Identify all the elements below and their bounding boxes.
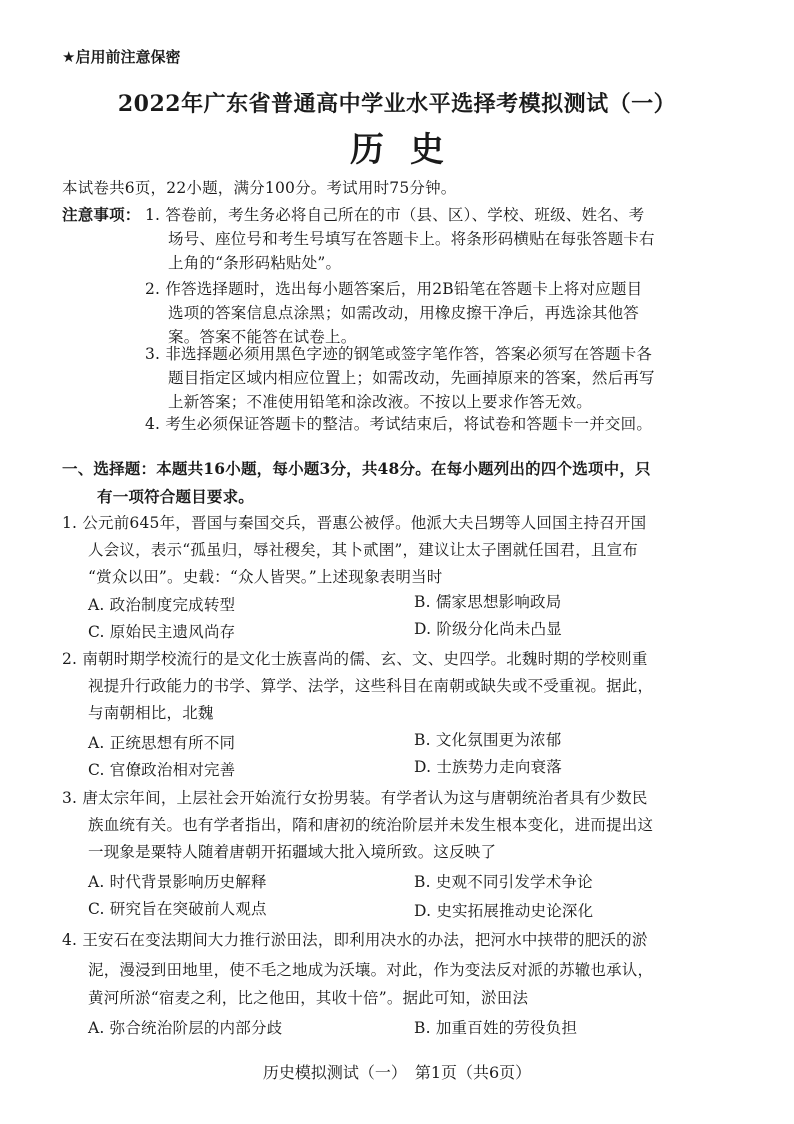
question-3-option-c[interactable]: C. 研究旨在突破前人观点 bbox=[88, 900, 267, 918]
question-4-option-b[interactable]: B. 加重百姓的劳役负担 bbox=[414, 1019, 578, 1037]
question-3-stem: 3. 唐太宗年间，上层社会开始流行女扮男装。有学者认为这与唐朝统治者具有少数民 bbox=[62, 789, 648, 807]
notice-line: 题目指定区域内相应位置上；如需改动，先画掉原来的答案，然后再写 bbox=[168, 369, 655, 387]
question-2-option-a[interactable]: A. 正统思想有所不同 bbox=[88, 734, 236, 752]
question-3-option-d[interactable]: D. 史实拓展推动史论深化 bbox=[414, 902, 594, 920]
question-4-stem: 黄河所淤“宿麦之利，比之他田，其收十倍”。据此可知，淤田法 bbox=[88, 989, 529, 1007]
question-3-option-b[interactable]: B. 史观不同引发学术争论 bbox=[414, 873, 593, 891]
notice-line: 案。答案不能答在试卷上。 bbox=[168, 328, 357, 346]
question-4-option-a[interactable]: A. 弥合统治阶层的内部分歧 bbox=[88, 1019, 283, 1037]
question-2-option-c[interactable]: C. 官僚政治相对完善 bbox=[88, 761, 236, 779]
section-heading: 一、选择题：本题共16小题，每小题3分，共48分。在每小题列出的四个选项中，只 bbox=[62, 459, 651, 478]
page-footer: 历史模拟测试（一） 第1页（共6页） bbox=[262, 1063, 532, 1082]
question-1-stem: 人会议，表示“孤虽归，辱社稷矣，其卜贰圉”，建议让太子圉就任国君，且宣布 bbox=[88, 541, 639, 559]
question-1-stem: 1. 公元前645年，晋国与秦国交兵，晋惠公被俘。他派大夫吕甥等人回国主持召开国 bbox=[62, 514, 647, 532]
notice-line: 上角的“条形码粘贴处”。 bbox=[168, 254, 342, 272]
question-1-option-c[interactable]: C. 原始民主遗风尚存 bbox=[88, 623, 236, 641]
question-4-stem: 4. 王安石在变法期间大力推行淤田法，即利用决水的办法，把河水中挟带的肥沃的淤 bbox=[62, 931, 648, 949]
notice-line: 1. 答卷前，考生务必将自己所在的市（县、区）、学校、班级、姓名、考 bbox=[145, 206, 645, 224]
question-1-stem: “赏众以田”。史载：“众人皆哭。”上述现象表明当时 bbox=[88, 568, 443, 586]
subject-title: 历史 bbox=[350, 130, 470, 170]
question-1-option-b[interactable]: B. 儒家思想影响政局 bbox=[414, 593, 562, 611]
question-2-stem: 2. 南朝时期学校流行的是文化士族喜尚的儒、玄、文、史四学。北魏时期的学校则重 bbox=[62, 650, 648, 668]
notice-line: 上新答案；不准使用铅笔和涂改液。不按以上要求作答无效。 bbox=[168, 393, 592, 411]
confidential-mark: ★启用前注意保密 bbox=[62, 48, 181, 66]
question-2-option-b[interactable]: B. 文化氛围更为浓郁 bbox=[414, 731, 562, 749]
question-2-stem: 视提升行政能力的书学、算学、法学，这些科目在南朝或缺失或不受重视。据此， bbox=[88, 677, 654, 695]
question-3-stem: 一现象是粟特人随着唐朝开拓疆域大批入境所致。这反映了 bbox=[88, 843, 497, 861]
notice-label: 注意事项： bbox=[62, 205, 141, 224]
notice-line: 3. 非选择题必须用黑色字迹的钢笔或签字笔作答，答案必须写在答题卡各 bbox=[145, 345, 653, 363]
section-heading: 有一项符合题目要求。 bbox=[97, 487, 255, 506]
question-1-option-d[interactable]: D. 阶级分化尚未凸显 bbox=[414, 620, 562, 638]
notice-line: 4. 考生必须保证答题卡的整洁。考试结束后，将试卷和答题卡一并交回。 bbox=[145, 415, 653, 433]
exam-title: 2022年广东省普通高中学业水平选择考模拟测试（一） bbox=[117, 91, 677, 117]
question-3-option-a[interactable]: A. 时代背景影响历史解释 bbox=[88, 873, 267, 891]
question-2-stem: 与南朝相比，北魏 bbox=[88, 704, 214, 722]
question-3-stem: 族血统有关。也有学者指出，隋和唐初的统治阶层并未发生根本变化，进而提出这 bbox=[88, 816, 654, 834]
notice-line: 选项的答案信息点涂黑；如需改动，用橡皮擦干净后，再选涂其他答 bbox=[168, 304, 640, 322]
question-1-option-a[interactable]: A. 政治制度完成转型 bbox=[88, 596, 236, 614]
intro-text: 本试卷共6页，22小题，满分100分。考试用时75分钟。 bbox=[62, 179, 457, 197]
notice-line: 2. 作答选择题时，选出每小题答案后，用2B铅笔在答题卡上将对应题目 bbox=[145, 280, 643, 298]
question-2-option-d[interactable]: D. 士族势力走向衰落 bbox=[414, 758, 562, 776]
notice-line: 场号、座位号和考生号填写在答题卡上。将条形码横贴在每张答题卡右 bbox=[168, 230, 655, 248]
question-4-stem: 泥，漫浸到田地里，使不毛之地成为沃壤。对此，作为变法反对派的苏辙也承认， bbox=[88, 961, 654, 979]
